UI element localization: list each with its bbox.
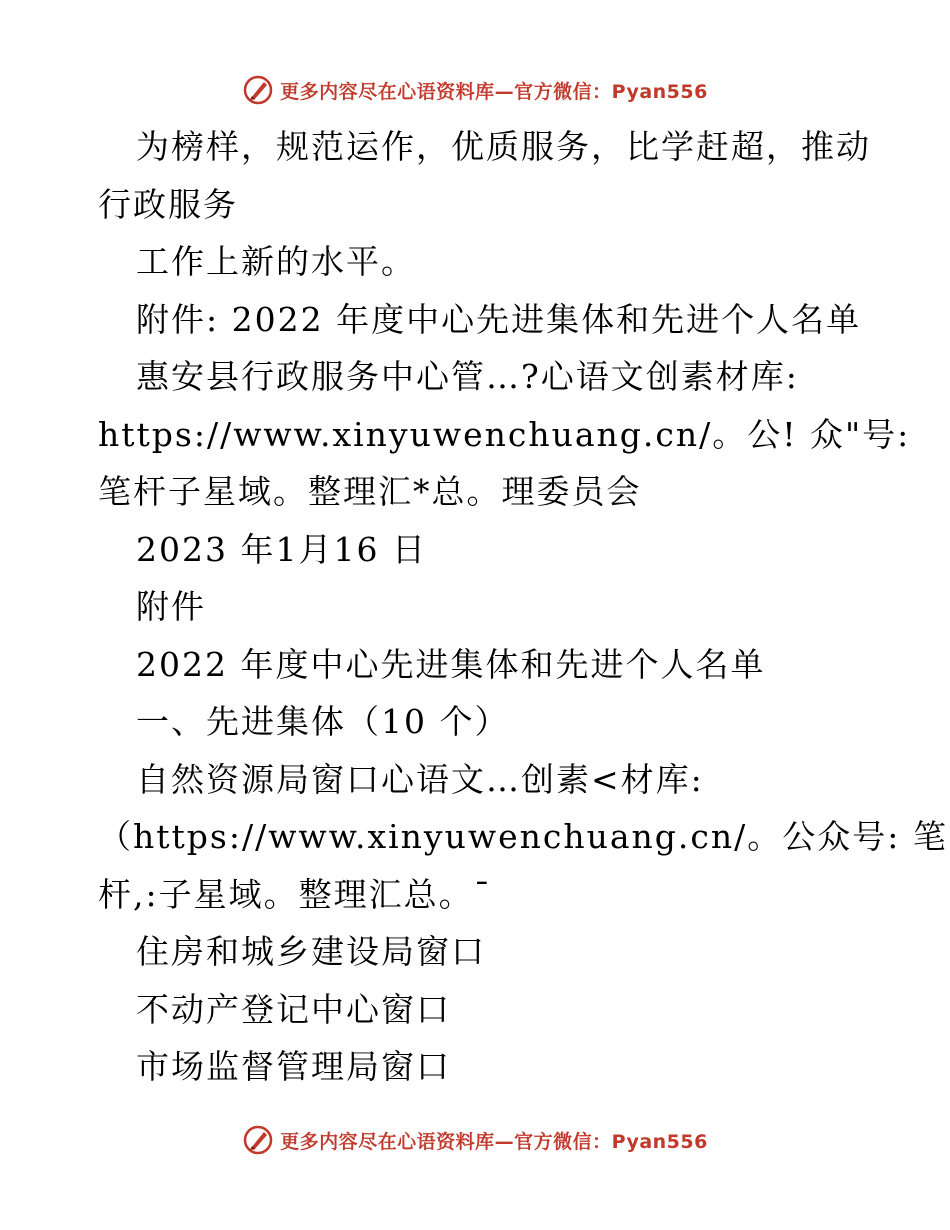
text-line: 笔杆子星域。整理汇*总。理委员会 (98, 472, 642, 511)
attachment-line: 附件: 2022 年度中心先进集体和先进个人名单 (136, 299, 862, 339)
list-item: 自然资源局窗口心语文…创素<材库: (136, 759, 704, 799)
watermark-banner-top (0, 70, 950, 110)
attachment-heading: 附件 (136, 587, 206, 626)
text-line: https://www.xinyuwenchuang.cn/。公! 众"号: (98, 414, 911, 454)
quill-pen-logo-icon (242, 1124, 274, 1156)
watermark-text: 更多内容尽在心语资料库—官方微信：Pyan556 (280, 1130, 708, 1153)
list-title: 2022 年度中心先进集体和先进个人名单 (136, 644, 766, 684)
text-line: 行政服务 (98, 184, 238, 224)
text-line: 惠安县行政服务中心管…?心语文创素材库: (136, 357, 799, 396)
list-item: 市场监督管理局窗口 (136, 1047, 451, 1086)
wechat-id: Pyan556 (611, 1130, 708, 1153)
text-line: （https://www.xinyuwenchuang.cn/。公众号: 笔 (98, 817, 948, 856)
wechat-id: Pyan556 (611, 80, 708, 103)
text-line: 工作上新的水平。 (136, 242, 416, 281)
section-heading: 一、先进集体（10 个） (136, 702, 510, 741)
list-item: 住房和城乡建设局窗口 (136, 932, 486, 971)
document-body (98, 118, 948, 1096)
watermark-banner-bottom (0, 1120, 950, 1160)
watermark-text: 更多内容尽在心语资料库—官方微信：Pyan556 (280, 80, 708, 103)
text-line: 为榜样，规范运作，优质服务，比学赶超，推动 (136, 127, 871, 166)
text-line: 杆,:子星域。整理汇总。¯ (98, 874, 493, 914)
quill-pen-logo-icon (242, 74, 274, 106)
list-item: 不动产登记中心窗口 (136, 989, 451, 1029)
date-line: 2023 年1月16 日 (136, 529, 427, 569)
